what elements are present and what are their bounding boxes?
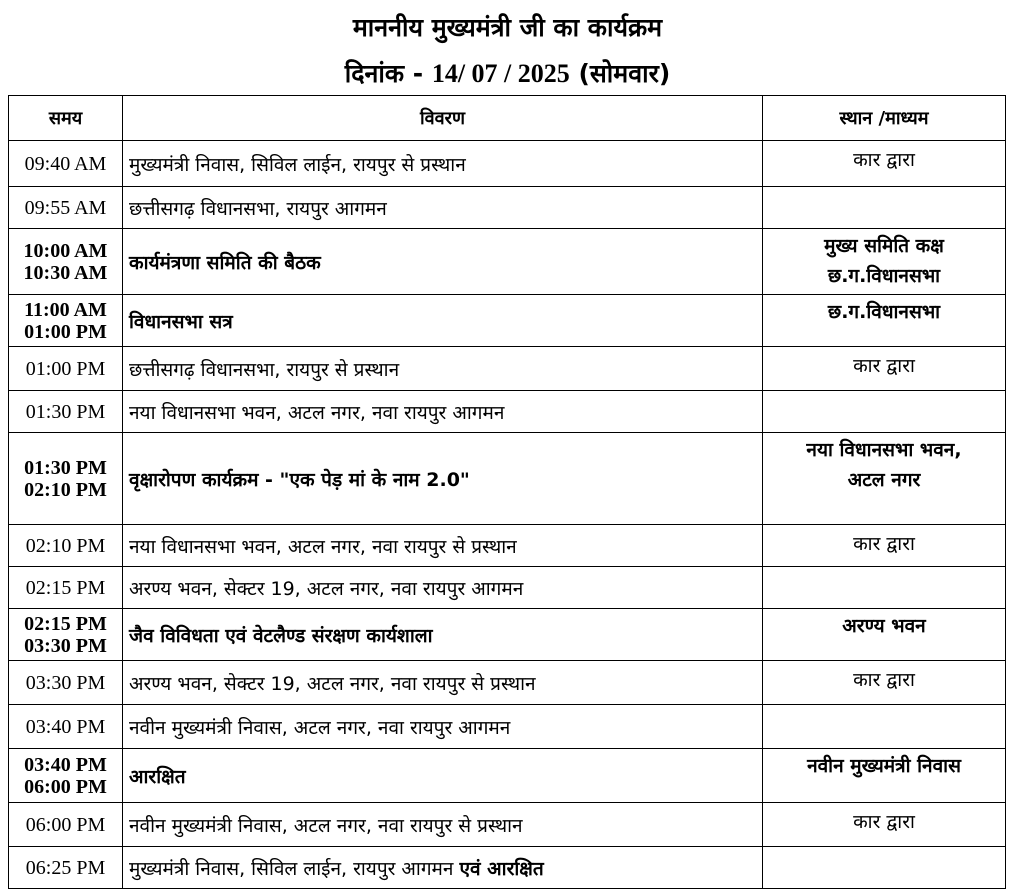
table-row bbox=[9, 295, 1006, 347]
description-text: छत्तीसगढ़ विधानसभा, रायपुर आगमन bbox=[129, 197, 387, 220]
description-cell bbox=[123, 847, 763, 889]
time-value: 01:30 PM bbox=[25, 400, 106, 423]
place-value: मुख्य समिति कक्ष bbox=[824, 235, 944, 257]
description-text: अरण्य भवन, सेक्टर 19, अटल नगर, नवा रायपुर आगमन bbox=[129, 577, 524, 600]
time-cell bbox=[9, 525, 123, 567]
table-row bbox=[9, 609, 1006, 661]
place-cell bbox=[763, 347, 1006, 391]
description-cell bbox=[123, 567, 763, 609]
description-cell bbox=[123, 749, 763, 803]
place-value: कार द्वारा bbox=[853, 149, 915, 171]
description-cell bbox=[123, 433, 763, 525]
description-text: जैव विविधता एवं वेटलैण्ड संरक्षण कार्यशाला bbox=[129, 624, 433, 647]
place-cell bbox=[763, 749, 1006, 803]
place-cell bbox=[763, 141, 1006, 187]
table-row bbox=[9, 187, 1006, 229]
description-cell bbox=[123, 347, 763, 391]
time-cell bbox=[9, 187, 123, 229]
time-value: 03:30 PM bbox=[24, 634, 107, 657]
time-cell bbox=[9, 847, 123, 889]
time-value: 06:25 PM bbox=[25, 856, 106, 879]
time-cell bbox=[9, 705, 123, 749]
time-value: 06:00 PM bbox=[25, 813, 106, 836]
time-value: 11:00 AM bbox=[24, 298, 107, 321]
description-cell bbox=[123, 229, 763, 295]
table-row bbox=[9, 141, 1006, 187]
time-cell bbox=[9, 229, 123, 295]
time-value: 09:40 AM bbox=[24, 152, 107, 175]
description-text: नया विधानसभा भवन, अटल नगर, नवा रायपुर आगमन bbox=[129, 401, 505, 424]
place-value: छ.ग.विधानसभा bbox=[827, 301, 941, 323]
place-cell bbox=[763, 803, 1006, 847]
description-text: वृक्षारोपण कार्यक्रम - "एक पेड़ मां के नाम 2.0" bbox=[129, 468, 470, 491]
place-cell bbox=[763, 567, 1006, 609]
header-place: स्थान /माध्यम bbox=[763, 96, 1006, 141]
table-row bbox=[9, 661, 1006, 705]
place-value: कार द्वारा bbox=[853, 533, 915, 555]
place-cell bbox=[763, 661, 1006, 705]
header-description: विवरण bbox=[123, 96, 763, 141]
place-value: कार द्वारा bbox=[853, 811, 915, 833]
table-row bbox=[9, 525, 1006, 567]
time-cell bbox=[9, 391, 123, 433]
time-cell bbox=[9, 141, 123, 187]
place-value: कार द्वारा bbox=[853, 669, 915, 691]
time-cell bbox=[9, 347, 123, 391]
place-cell bbox=[763, 609, 1006, 661]
time-value: 06:00 PM bbox=[24, 775, 107, 798]
time-value: 09:55 AM bbox=[24, 196, 107, 219]
place-cell bbox=[763, 229, 1006, 295]
time-cell bbox=[9, 433, 123, 525]
place-value: अरण्य भवन bbox=[842, 615, 926, 637]
time-value: 10:00 AM bbox=[23, 239, 108, 262]
table-row bbox=[9, 749, 1006, 803]
time-value: 02:15 PM bbox=[24, 612, 107, 635]
date-value: 14/ 07 / 2025 bbox=[431, 59, 570, 88]
table-row bbox=[9, 347, 1006, 391]
time-value: 02:10 PM bbox=[24, 478, 107, 501]
table-row bbox=[9, 433, 1006, 525]
place-value: कार द्वारा bbox=[853, 355, 915, 377]
header-time: समय bbox=[9, 96, 123, 141]
description-cell bbox=[123, 803, 763, 847]
page-title: माननीय मुख्यमंत्री जी का कार्यक्रम bbox=[352, 13, 663, 42]
place-cell bbox=[763, 295, 1006, 347]
description-cell bbox=[123, 141, 763, 187]
time-value: 01:00 PM bbox=[24, 320, 107, 343]
time-value: 03:40 PM bbox=[25, 715, 106, 738]
table-row bbox=[9, 567, 1006, 609]
description-cell bbox=[123, 609, 763, 661]
description-cell bbox=[123, 391, 763, 433]
table-row bbox=[9, 229, 1006, 295]
time-cell bbox=[9, 609, 123, 661]
description-text: मुख्यमंत्री निवास, सिविल लाईन, रायपुर से प्रस्थान bbox=[129, 153, 466, 176]
place-value: नवीन मुख्यमंत्री निवास bbox=[807, 755, 961, 777]
description-text: विधानसभा सत्र bbox=[129, 310, 233, 333]
description-text: मुख्यमंत्री निवास, सिविल लाईन, रायपुर आगमन bbox=[129, 857, 460, 880]
description-text: छत्तीसगढ़ विधानसभा, रायपुर से प्रस्थान bbox=[129, 358, 400, 381]
table-header-row bbox=[9, 96, 1006, 141]
description-text: कार्यमंत्रणा समिति की बैठक bbox=[129, 251, 321, 274]
place-cell bbox=[763, 525, 1006, 567]
table-row bbox=[9, 847, 1006, 889]
description-cell bbox=[123, 661, 763, 705]
time-cell bbox=[9, 567, 123, 609]
description-text: नवीन मुख्यमंत्री निवास, अटल नगर, नवा रायपुर आगमन bbox=[129, 716, 511, 739]
description-cell bbox=[123, 295, 763, 347]
description-text: अरण्य भवन, सेक्टर 19, अटल नगर, नवा रायपुर से प्रस्थान bbox=[129, 672, 536, 695]
time-cell bbox=[9, 295, 123, 347]
description-cell bbox=[123, 525, 763, 567]
table-row bbox=[9, 803, 1006, 847]
date-day: (सोमवार) bbox=[569, 59, 671, 88]
description-text: आरक्षित bbox=[129, 765, 186, 788]
time-cell bbox=[9, 661, 123, 705]
description-text: नया विधानसभा भवन, अटल नगर, नवा रायपुर से प्रस्थान bbox=[129, 535, 517, 558]
place-cell bbox=[763, 187, 1006, 229]
time-value: 01:30 PM bbox=[24, 456, 107, 479]
place-value: छ.ग.विधानसभा bbox=[827, 265, 941, 287]
description-cell bbox=[123, 705, 763, 749]
place-value: अटल नगर bbox=[847, 469, 921, 491]
date-prefix: दिनांक - bbox=[344, 59, 432, 88]
time-cell bbox=[9, 803, 123, 847]
date-line bbox=[0, 56, 1015, 90]
time-cell bbox=[9, 749, 123, 803]
place-value: नया विधानसभा भवन, bbox=[806, 439, 962, 461]
time-value: 02:15 PM bbox=[25, 576, 106, 599]
description-bold-tail: एवं आरक्षित bbox=[459, 857, 544, 880]
place-cell bbox=[763, 847, 1006, 889]
time-value: 01:00 PM bbox=[25, 357, 106, 380]
description-text: नवीन मुख्यमंत्री निवास, अटल नगर, नवा रायपुर से प्रस्थान bbox=[129, 814, 523, 837]
table-row bbox=[9, 391, 1006, 433]
description-cell bbox=[123, 187, 763, 229]
place-cell bbox=[763, 433, 1006, 525]
place-cell bbox=[763, 705, 1006, 749]
place-cell bbox=[763, 391, 1006, 433]
time-value: 03:40 PM bbox=[24, 753, 107, 776]
time-value: 10:30 AM bbox=[23, 261, 108, 284]
time-value: 03:30 PM bbox=[25, 671, 106, 694]
table-row bbox=[9, 705, 1006, 749]
schedule-table bbox=[8, 95, 1006, 889]
time-value: 02:10 PM bbox=[25, 534, 106, 557]
